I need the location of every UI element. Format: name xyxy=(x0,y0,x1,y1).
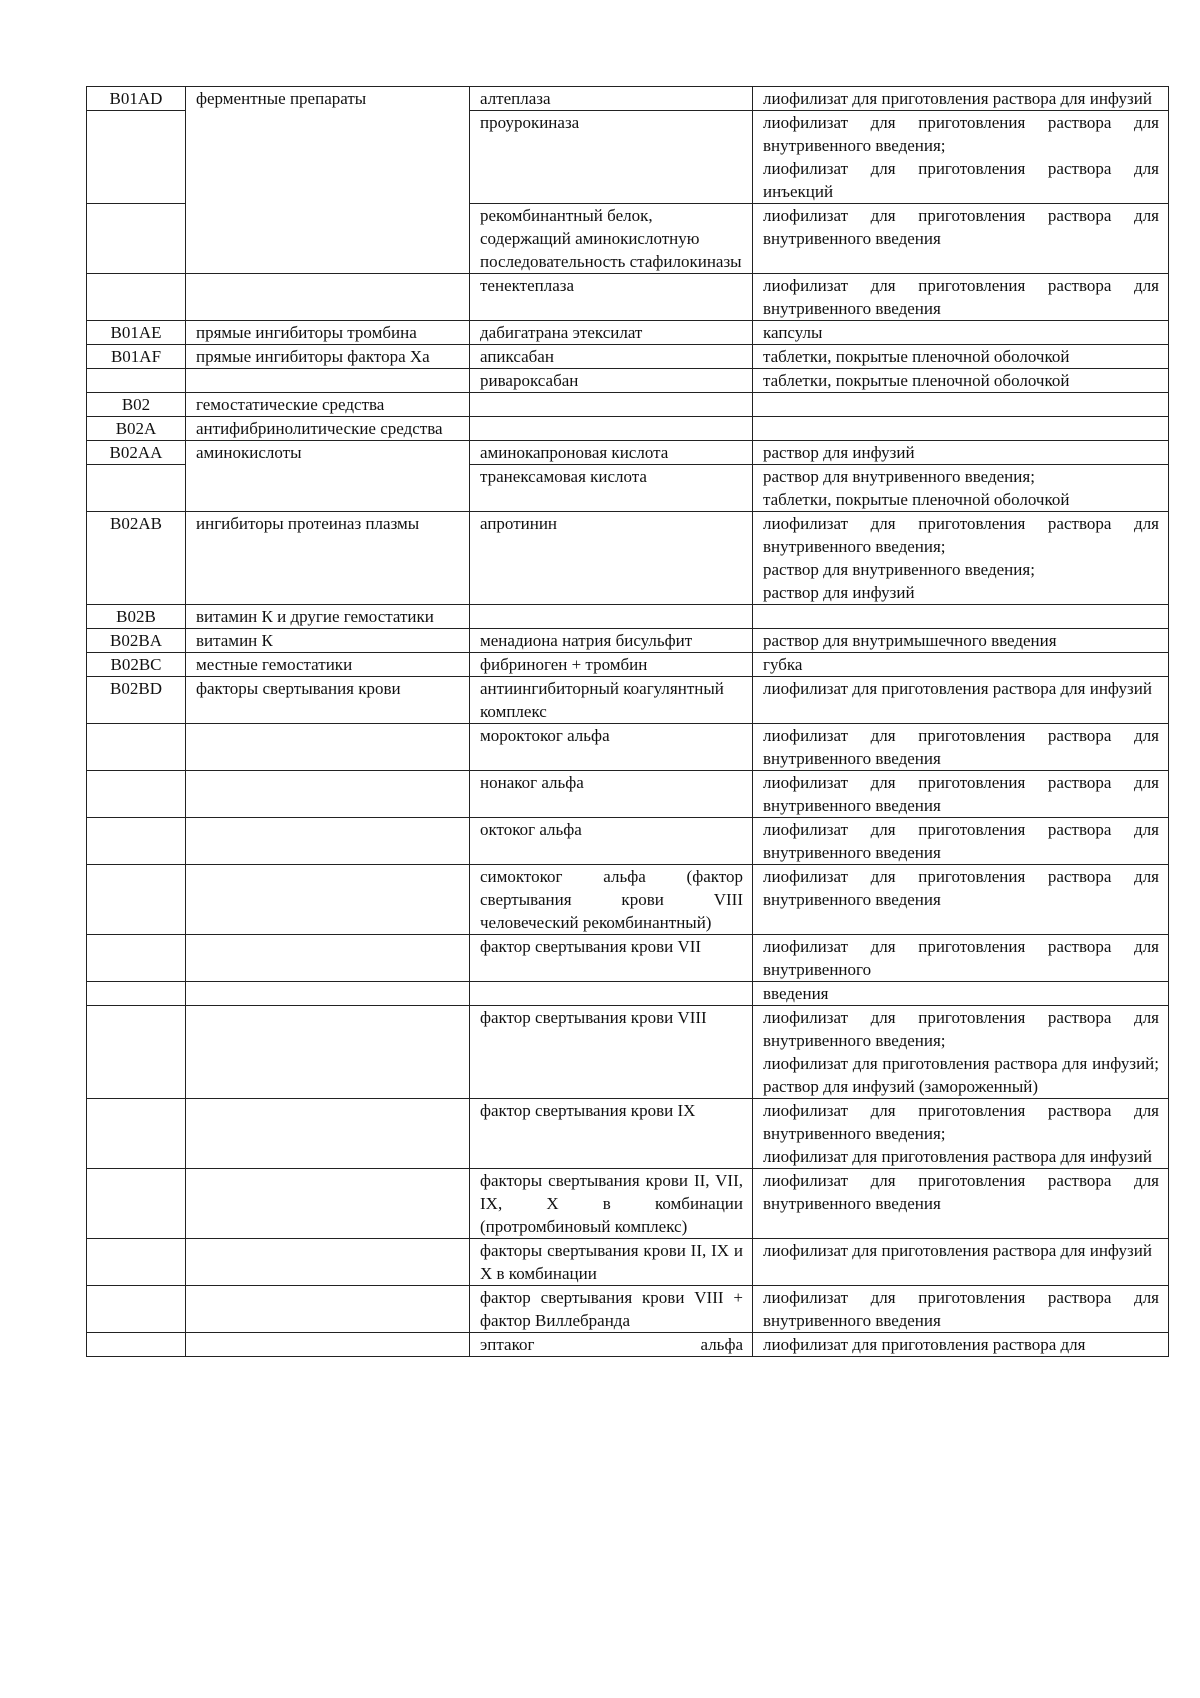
group-name xyxy=(186,865,470,935)
drug-table xyxy=(86,86,1169,1357)
table-row xyxy=(87,369,1169,393)
atc-code: B02BC xyxy=(87,653,186,677)
drug-name: факторы свертывания крови II, VII, IX, X в комбинации (протромбиновый комплекс) xyxy=(470,1169,753,1239)
drug-name xyxy=(470,982,753,1006)
group-name xyxy=(186,1099,470,1169)
atc-code xyxy=(87,771,186,818)
group-name: аминокислоты xyxy=(186,441,470,512)
dosage-form: лиофилизат для приготовления раствора для внутривенного введения xyxy=(753,1169,1169,1239)
drug-name: аминокапроновая кислота xyxy=(470,441,753,465)
group-name xyxy=(186,1286,470,1333)
table-row xyxy=(87,274,1169,321)
group-name xyxy=(186,274,470,321)
dosage-form xyxy=(753,417,1169,441)
atc-code xyxy=(87,1286,186,1333)
dosage-form: раствор для инфузий xyxy=(753,441,1169,465)
table-row xyxy=(87,605,1169,629)
table-row xyxy=(87,321,1169,345)
dosage-form: таблетки, покрытые пленочной оболочкой xyxy=(753,345,1169,369)
atc-code xyxy=(87,369,186,393)
group-name: факторы свертывания крови xyxy=(186,677,470,724)
atc-code xyxy=(87,274,186,321)
atc-code xyxy=(87,865,186,935)
dosage-form: лиофилизат для приготовления раствора для внутривенного введения; лиофилизат для приготовления раствора для инъекций xyxy=(753,111,1169,204)
group-name: витамин К и другие гемостатики xyxy=(186,605,470,629)
atc-code: B02BD xyxy=(87,677,186,724)
drug-name: октоког альфа xyxy=(470,818,753,865)
group-name: витамин К xyxy=(186,629,470,653)
atc-code xyxy=(87,982,186,1006)
atc-code xyxy=(87,1333,186,1357)
drug-name: апиксабан xyxy=(470,345,753,369)
drug-name: фактор свертывания крови VIII + фактор Виллебранда xyxy=(470,1286,753,1333)
dosage-form: раствор для внутривенного введения; таблетки, покрытые пленочной оболочкой xyxy=(753,465,1169,512)
drug-name xyxy=(470,393,753,417)
drug-name xyxy=(470,605,753,629)
atc-code xyxy=(87,1239,186,1286)
dosage-form: лиофилизат для приготовления раствора для xyxy=(753,1333,1169,1357)
dosage-form: лиофилизат для приготовления раствора для инфузий xyxy=(753,87,1169,111)
drug-name: нонаког альфа xyxy=(470,771,753,818)
table-row xyxy=(87,771,1169,818)
drug-name: мороктоког альфа xyxy=(470,724,753,771)
drug-name: эптаког альфа xyxy=(470,1333,753,1357)
table-row xyxy=(87,417,1169,441)
drug-name: проурокиназа xyxy=(470,111,753,204)
table-row xyxy=(87,653,1169,677)
atc-code: B02B xyxy=(87,605,186,629)
dosage-form: лиофилизат для приготовления раствора для внутривенного введения xyxy=(753,1286,1169,1333)
table-row xyxy=(87,629,1169,653)
group-name xyxy=(186,1333,470,1357)
group-name: гемостатические средства xyxy=(186,393,470,417)
drug-name: алтеплаза xyxy=(470,87,753,111)
group-name: прямые ингибиторы фактора Xa xyxy=(186,345,470,369)
dosage-form: лиофилизат для приготовления раствора для внутривенного введения; лиофилизат для приготовления раствора для инфузий xyxy=(753,1099,1169,1169)
table-row xyxy=(87,935,1169,982)
dosage-form: раствор для внутримышечного введения xyxy=(753,629,1169,653)
atc-code: B01AF xyxy=(87,345,186,369)
group-name: антифибринолитические средства xyxy=(186,417,470,441)
table-row xyxy=(87,87,1169,111)
group-name xyxy=(186,935,470,982)
atc-code xyxy=(87,204,186,274)
table-row xyxy=(87,1239,1169,1286)
group-name xyxy=(186,771,470,818)
dosage-form: лиофилизат для приготовления раствора для внутривенного введения; лиофилизат для приготовления раствора для инфузий; раствор для инфузий (замороженный) xyxy=(753,1006,1169,1099)
atc-code: B02 xyxy=(87,393,186,417)
dosage-form: лиофилизат для приготовления раствора для внутривенного введения xyxy=(753,204,1169,274)
drug-name: фактор свертывания крови IX xyxy=(470,1099,753,1169)
atc-code: B02AB xyxy=(87,512,186,605)
atc-code xyxy=(87,465,186,512)
table-row xyxy=(87,1286,1169,1333)
drug-name: рекомбинантный белок, содержащий аминокислотную последовательность стафилокиназы xyxy=(470,204,753,274)
group-name xyxy=(186,1006,470,1099)
table-row xyxy=(87,512,1169,605)
table-row xyxy=(87,1333,1169,1357)
dosage-form xyxy=(753,605,1169,629)
drug-name: антиингибиторный коагулянтный комплекс xyxy=(470,677,753,724)
atc-code: B02A xyxy=(87,417,186,441)
group-name xyxy=(186,982,470,1006)
drug-name: ривароксабан xyxy=(470,369,753,393)
table-row xyxy=(87,441,1169,465)
group-name: местные гемостатики xyxy=(186,653,470,677)
drug-name: дабигатрана этексилат xyxy=(470,321,753,345)
atc-code: B02BA xyxy=(87,629,186,653)
atc-code xyxy=(87,1169,186,1239)
table-row xyxy=(87,865,1169,935)
dosage-form: лиофилизат для приготовления раствора для инфузий xyxy=(753,1239,1169,1286)
atc-code xyxy=(87,1099,186,1169)
group-name: ферментные препараты xyxy=(186,87,470,274)
atc-code xyxy=(87,1006,186,1099)
dosage-form: капсулы xyxy=(753,321,1169,345)
drug-name: фактор свертывания крови VIII xyxy=(470,1006,753,1099)
group-name: ингибиторы протеиназ плазмы xyxy=(186,512,470,605)
group-name xyxy=(186,724,470,771)
atc-code xyxy=(87,724,186,771)
dosage-form: лиофилизат для приготовления раствора для внутривенного введения xyxy=(753,274,1169,321)
group-name xyxy=(186,1239,470,1286)
dosage-form: введения xyxy=(753,982,1169,1006)
dosage-form: таблетки, покрытые пленочной оболочкой xyxy=(753,369,1169,393)
table-row xyxy=(87,724,1169,771)
atc-code: B01AD xyxy=(87,87,186,111)
group-name xyxy=(186,818,470,865)
table-row xyxy=(87,818,1169,865)
drug-name: тенектеплаза xyxy=(470,274,753,321)
dosage-form: губка xyxy=(753,653,1169,677)
dosage-form: лиофилизат для приготовления раствора для инфузий xyxy=(753,677,1169,724)
dosage-form: лиофилизат для приготовления раствора для внутривенного введения xyxy=(753,771,1169,818)
dosage-form: лиофилизат для приготовления раствора для внутривенного введения xyxy=(753,724,1169,771)
group-name: прямые ингибиторы тромбина xyxy=(186,321,470,345)
table-row xyxy=(87,677,1169,724)
drug-name: факторы свертывания крови II, IX и X в комбинации xyxy=(470,1239,753,1286)
atc-code xyxy=(87,818,186,865)
dosage-form: лиофилизат для приготовления раствора для внутривенного введения xyxy=(753,865,1169,935)
drug-name xyxy=(470,417,753,441)
drug-name: транексамовая кислота xyxy=(470,465,753,512)
drug-name: фактор свертывания крови VII xyxy=(470,935,753,982)
table-row xyxy=(87,1006,1169,1099)
table-row xyxy=(87,982,1169,1006)
atc-code: B02AA xyxy=(87,441,186,465)
atc-code: B01AE xyxy=(87,321,186,345)
atc-code xyxy=(87,935,186,982)
group-name xyxy=(186,1169,470,1239)
atc-code xyxy=(87,111,186,204)
table-row xyxy=(87,345,1169,369)
dosage-form: лиофилизат для приготовления раствора для внутривенного введения; раствор для внутривенного введения; раствор для инфузий xyxy=(753,512,1169,605)
table-row xyxy=(87,393,1169,417)
dosage-form xyxy=(753,393,1169,417)
drug-name: апротинин xyxy=(470,512,753,605)
drug-name: менадиона натрия бисульфит xyxy=(470,629,753,653)
drug-name: симоктоког альфа (фактор свертывания крови VIII человеческий рекомбинантный) xyxy=(470,865,753,935)
drug-name: фибриноген + тромбин xyxy=(470,653,753,677)
table-row xyxy=(87,1099,1169,1169)
dosage-form: лиофилизат для приготовления раствора для внутривенного введения xyxy=(753,818,1169,865)
table-row xyxy=(87,1169,1169,1239)
dosage-form: лиофилизат для приготовления раствора для внутривенного xyxy=(753,935,1169,982)
group-name xyxy=(186,369,470,393)
